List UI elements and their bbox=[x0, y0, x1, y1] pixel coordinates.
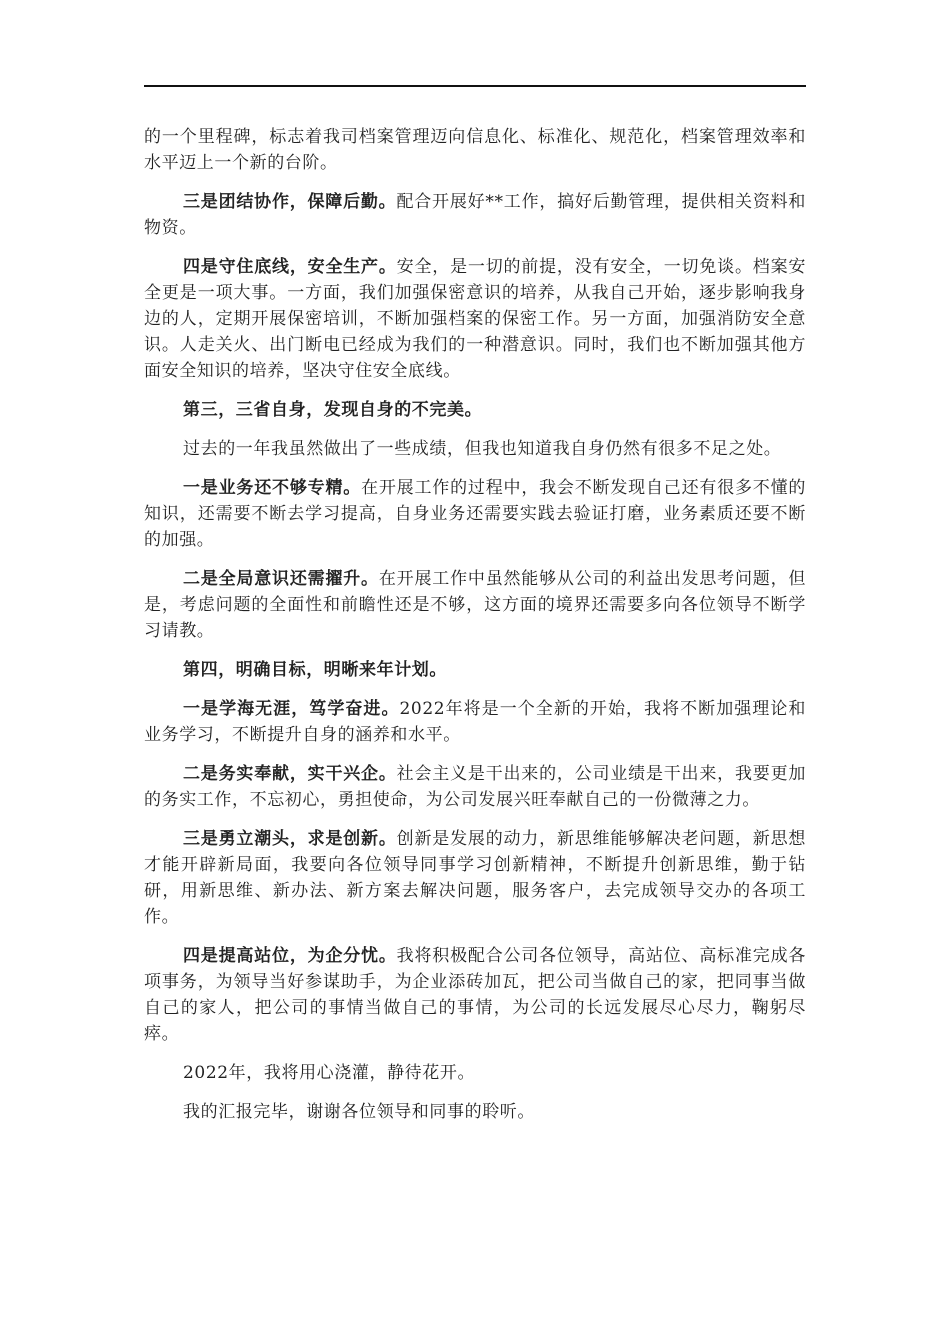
paragraph-lead: 一是学海无涯，笃学奋进。 bbox=[183, 699, 400, 719]
paragraph-text: 安全，是一切的前提，没有安全，一切免谈。档案安全更是一项大事。一方面，我们加强保密意识的培养，从我自己开始，逐步影响我身边的人，定期开展保密培训，不断加强档案的保密工作。另一方面，加强消防安全意识。人走关火、出门断电已经成为我们的一种潜意识。同时，我们也不断加强其他方面安全知识的培养，坚决守住安全底线。 bbox=[144, 257, 806, 381]
paragraph-text: 社会主义是干出来的，公司业绩是干出来，我要更加的务实工作，不忘初心，勇担使命，为公司发展兴旺奉献自己的一份微薄之力。 bbox=[144, 764, 806, 810]
section-heading-text: 第四，明确目标，明晰来年计划。 bbox=[183, 660, 447, 680]
section-heading-fourth bbox=[144, 657, 806, 683]
paragraph-text: 创新是发展的动力，新思维能够解决老问题，新思想才能开辟新局面，我要向各位领导同事学习创新精神，不断提升创新思维，勤于钻研，用新思维、新办法、新方案去解决问题，服务客户，去完成领导交办的各项工作。 bbox=[144, 829, 806, 927]
paragraph-lead: 二是务实奉献，实干兴企。 bbox=[183, 764, 397, 784]
paragraph-shortcomings-intro bbox=[144, 436, 806, 462]
paragraph-continuation bbox=[144, 124, 806, 176]
paragraph-lead: 三是勇立潮头，求是创新。 bbox=[183, 829, 397, 849]
paragraph-dedication bbox=[144, 761, 806, 813]
paragraph-logistics bbox=[144, 189, 806, 241]
paragraph-closing-wish bbox=[144, 1060, 806, 1086]
paragraph-text: 我的汇报完毕，谢谢各位领导和同事的聆听。 bbox=[183, 1102, 535, 1122]
paragraph-lead: 一是业务还不够专精。 bbox=[183, 478, 362, 498]
paragraph-text: 的一个里程碑，标志着我司档案管理迈向信息化、标准化、规范化，档案管理效率和水平迈上一个新的台阶。 bbox=[144, 127, 806, 173]
paragraph-lead: 四是提高站位，为企分忧。 bbox=[183, 946, 397, 966]
paragraph-closing-thanks bbox=[144, 1099, 806, 1125]
paragraph-text: 2022年，我将用心浇灌，静待花开。 bbox=[183, 1063, 476, 1083]
paragraph-lead: 四是守住底线，安全生产。 bbox=[183, 257, 397, 277]
paragraph-overall-awareness bbox=[144, 566, 806, 644]
header-rule bbox=[144, 85, 806, 87]
paragraph-text: 2022年将是一个全新的开始，我将不断加强理论和业务学习，不断提升自身的涵养和水平。 bbox=[144, 699, 806, 745]
paragraph-standing bbox=[144, 943, 806, 1047]
paragraph-lead: 二是全局意识还需擢升。 bbox=[183, 569, 379, 589]
paragraph-text: 过去的一年我虽然做出了一些成绩，但我也知道我自身仍然有很多不足之处。 bbox=[183, 439, 782, 459]
paragraph-innovation bbox=[144, 826, 806, 930]
paragraph-text: 在开展工作的过程中，我会不断发现自己还有很多不懂的知识，还需要不断去学习提高，自身业务还需要实践去验证打磨，业务素质还要不断的加强。 bbox=[144, 478, 807, 550]
paragraph-text: 配合开展好**工作，搞好后勤管理，提供相关资料和物资。 bbox=[144, 192, 807, 238]
section-heading-text: 第三，三省自身，发现自身的不完美。 bbox=[183, 400, 483, 420]
paragraph-text: 我将积极配合公司各位领导，高站位、高标准完成各项事务，为领导当好参谋助手，为企业添砖加瓦，把公司当做自己的家，把同事当做自己的家人，把公司的事情当做自己的事情，为公司的长远发展尽心尽力，鞠躬尽瘁。 bbox=[144, 946, 806, 1044]
paragraph-safety bbox=[144, 254, 806, 384]
paragraph-learning bbox=[144, 696, 806, 748]
paragraph-text: 在开展工作中虽然能够从公司的利益出发思考问题，但是，考虑问题的全面性和前瞻性还是不够，这方面的境界还需要多向各位领导不断学习请教。 bbox=[144, 569, 806, 641]
section-heading-third bbox=[144, 397, 806, 423]
document-body bbox=[144, 124, 806, 1138]
paragraph-lead: 三是团结协作，保障后勤。 bbox=[183, 192, 397, 212]
paragraph-business-skill bbox=[144, 475, 806, 553]
